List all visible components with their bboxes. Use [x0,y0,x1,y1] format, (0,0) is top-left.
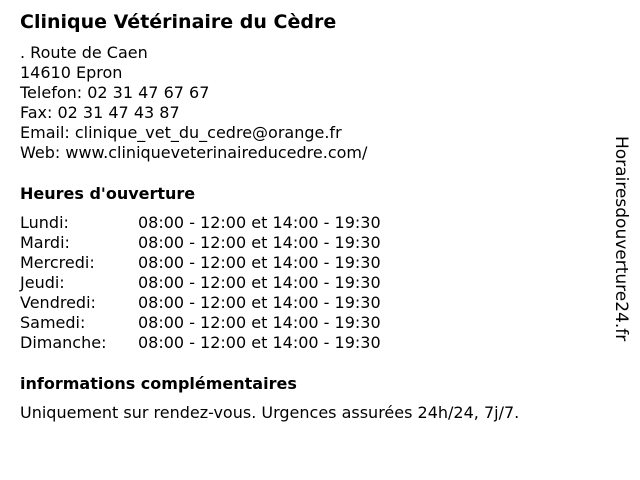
contact-block [20,43,367,163]
website-url: Web: www.cliniqueveterinaireducedre.com/ [20,143,368,162]
fax-number: Fax: 02 31 47 43 87 [20,103,180,122]
day-label: Lundi: [20,213,69,232]
opening-hours-table [20,213,381,353]
additional-info-heading: informations complémentaires [20,374,297,393]
hours-row [20,273,381,293]
hours-value: 08:00 - 12:00 et 14:00 - 19:30 [138,213,381,232]
phone-number: Telefon: 02 31 47 67 67 [20,83,210,102]
hours-value: 08:00 - 12:00 et 14:00 - 19:30 [138,333,381,352]
day-label: Dimanche: [20,333,107,352]
street-address: . Route de Caen [20,43,148,62]
day-label: Mardi: [20,233,70,252]
hours-row [20,333,381,353]
day-label: Vendredi: [20,293,96,312]
city-postcode: 14610 Epron [20,63,123,82]
site-watermark-link[interactable]: Horairesdouverture24.fr [611,136,631,342]
hours-row [20,313,381,333]
additional-info-text: Uniquement sur rendez-vous. Urgences assurées 24h/24, 7j/7. [20,403,520,422]
hours-value: 08:00 - 12:00 et 14:00 - 19:30 [138,293,381,312]
hours-row [20,253,381,273]
hours-value: 08:00 - 12:00 et 14:00 - 19:30 [138,313,381,332]
clinic-name: Clinique Vétérinaire du Cèdre [20,11,337,33]
hours-row [20,293,381,313]
hours-value: 08:00 - 12:00 et 14:00 - 19:30 [138,233,381,252]
day-label: Mercredi: [20,253,95,272]
opening-hours-heading: Heures d'ouverture [20,184,196,203]
hours-row [20,213,381,233]
hours-value: 08:00 - 12:00 et 14:00 - 19:30 [138,253,381,272]
day-label: Jeudi: [20,273,65,292]
day-label: Samedi: [20,313,86,332]
hours-value: 08:00 - 12:00 et 14:00 - 19:30 [138,273,381,292]
email-address: Email: clinique_vet_du_cedre@orange.fr [20,123,342,142]
hours-row [20,233,381,253]
